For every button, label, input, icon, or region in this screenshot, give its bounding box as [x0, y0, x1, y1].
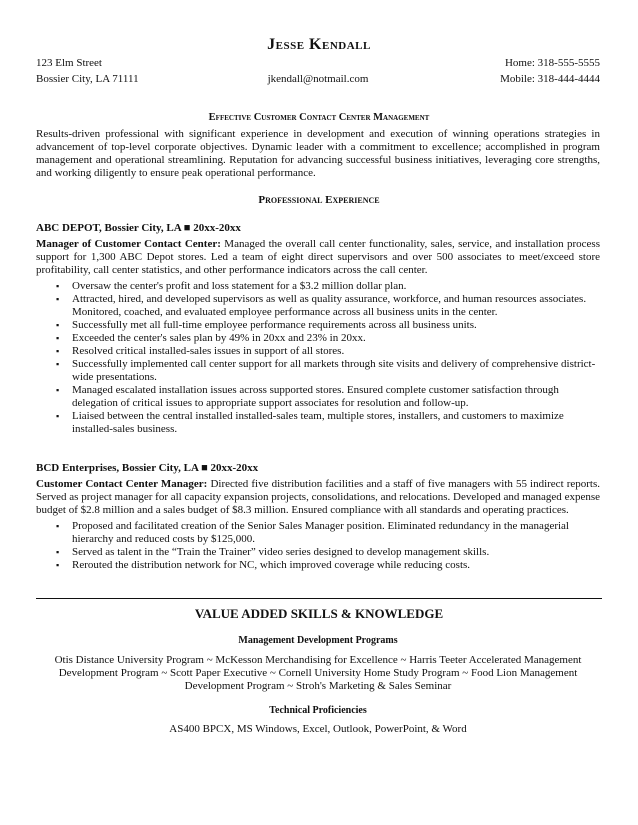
job-description-text: Directed five distribution facilities and a staff of five managers with 55 indirect reports. Served as project manager for all capacity expansion projects, consolidations, and relocations. Developed and managed expense budget of $2.8 million and a sales budget of $8.3 million. Ensured compliance with all standards and operating practices.: [36, 478, 600, 516]
email-address[interactable]: jkendall@notmail.com: [267, 73, 369, 85]
job-bullets: [36, 520, 600, 572]
list-item: ▪ Resolved critical installed-sales issues in support of all stores.: [72, 345, 600, 358]
objective-title: Effective Customer Contact Center Management: [208, 112, 430, 123]
mgmt-programs-heading: Management Development Programs: [238, 635, 398, 646]
job-description-text: Managed the overall call center functionality, sales, service, and installation process support for 1,300 ABC Depot stores. Led a team of eight direct supervisors and over 500 associates to meet/exceed store profitability, call center statistics, and other performance indicators across the call center.: [36, 238, 600, 276]
tech-heading: Technical Proficiencies: [269, 705, 367, 716]
job-description: [36, 478, 600, 517]
list-item: ▪ Successfully met all full-time employee performance requirements across all business units.: [72, 319, 600, 332]
list-item: ▪ Served as talent in the “Train the Trainer” video series designed to develop management skills.: [72, 546, 600, 559]
list-item: ▪ Liaised between the central installed installed-sales team, multiple stores, installers, and customers to maximize installed-sales business.: [72, 410, 600, 436]
list-item: ▪ Proposed and facilitated creation of the Senior Sales Manager position. Eliminated redundancy in the managerial hierarchy and reduced costs by $125,000.: [72, 520, 600, 546]
address-line-2: Bossier City, LA 71111: [36, 73, 139, 85]
list-item: ▪ Managed escalated installation issues across supported stores. Ensured complete customer satisfaction through delegation of critical issues to appropriate support associates for resolution and follow-up.: [72, 384, 600, 410]
address-line-1: 123 Elm Street: [36, 57, 102, 69]
list-item: ▪ Rerouted the distribution network for NC, which improved coverage while reducing costs.: [72, 559, 600, 572]
list-item: ▪ Successfully implemented call center support for all markets through site visits and delivery of comprehensive district-wide presentations.: [72, 358, 600, 384]
contact-block: [36, 57, 600, 89]
list-item: ▪ Attracted, hired, and developed supervisors as well as quality assurance, workforce, and human resources associates. Monitored, coached, and evaluated employee performance across all business units in the center.: [72, 293, 600, 319]
job-employer: ABC DEPOT, Bossier City, LA ■ 20xx-20xx: [36, 222, 241, 234]
job-abc-depot: [36, 222, 600, 436]
experience-heading: Professional Experience: [258, 194, 380, 206]
job-description: [36, 238, 600, 277]
job-title: Manager of Customer Contact Center:: [36, 238, 221, 250]
section-divider: [36, 598, 602, 599]
job-bullets: [36, 280, 600, 436]
candidate-name: Jesse Kendall: [267, 36, 371, 53]
job-bcd-enterprises: [36, 462, 600, 572]
list-item: ▪ Exceeded the center's sales plan by 49% in 20xx and 23% in 20xx.: [72, 332, 600, 345]
job-title: Customer Contact Center Manager:: [36, 478, 208, 490]
mgmt-programs-line-3: Development Program ~ Stroh's Marketing & Sales Seminar: [184, 680, 452, 692]
summary-paragraph: Results-driven professional with significant experience in development and execution of winning operations strategies in advancement of top-level corporate objectives. Dynamic leader with a commitment to excellence; accomplished in program management and operational streamlining. Reputation for advancing successful business initiatives, leveraging core strengths, and working diligently to ensure peak operational performance.: [36, 128, 600, 179]
list-item: ▪ Oversaw the center's profit and loss statement for a $3.2 million dollar plan.: [72, 280, 600, 293]
job-employer: BCD Enterprises, Bossier City, LA ■ 20xx-20xx: [36, 462, 259, 474]
home-phone: Home: 318-555-5555: [504, 57, 600, 69]
tech-line: AS400 BPCX, MS Windows, Excel, Outlook, PowerPoint, & Word: [169, 723, 467, 735]
mobile-phone: Mobile: 318-444-4444: [500, 73, 600, 85]
mgmt-programs-line-1: Otis Distance University Program ~ McKesson Merchandising for Excellence ~ Harris Teeter Accelerated Management: [54, 654, 582, 666]
mgmt-programs-line-2: Development Program ~ Scott Paper Executive ~ Cornell University Home Study Program ~ Food Lion Management: [58, 667, 578, 679]
skills-heading: VALUE ADDED SKILLS & KNOWLEDGE: [194, 606, 444, 621]
